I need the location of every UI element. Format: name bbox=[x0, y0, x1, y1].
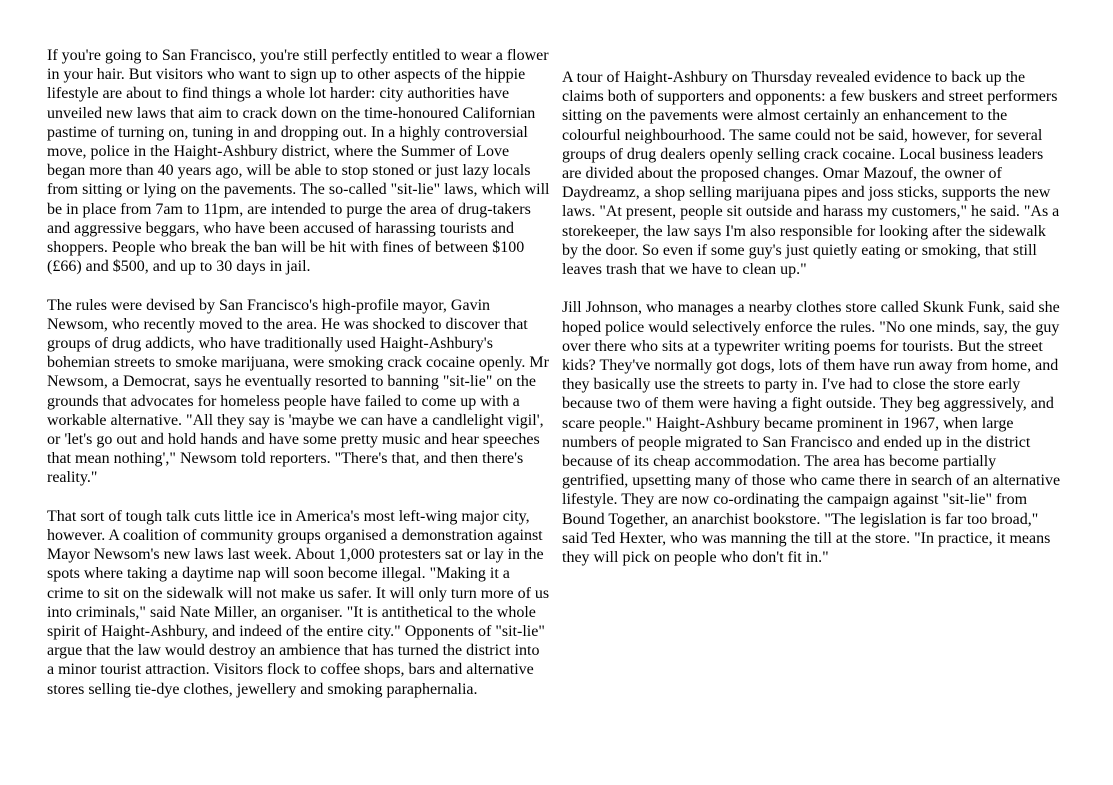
paragraph: Jill Johnson, who manages a nearby clothes store called Skunk Funk, said she hoped police would selectively enforce the rules. "No one minds, say, the guy over there who sits at a typewriter writing poems for tourists. But the street kids? They've normally got dogs, lots of them have run away from home, and they basically use the streets to party in. I've had to close the store early because two of them were having a fight outside. They beg aggressively, and scare people." Haight-Ashbury became prominent in 1967, when large numbers of people migrated to San Francisco and ended up in the district because of its cheap accommodation. The area has become partially gentrified, upsetting many of those who came there in search of an alternative lifestyle. They are now co-ordinating the campaign against "sit-lie" from Bound Together, an anarchist bookstore. "The legislation is far too broad," said Ted Hexter, who was manning the till at the store. "In practice, it means they will pick on people who don't fit in." bbox=[562, 299, 1061, 567]
article-column-right bbox=[562, 68, 1065, 567]
article-column-left bbox=[47, 46, 550, 699]
paragraph: That sort of tough talk cuts little ice in America's most left-wing major city, however. A coalition of community groups organised a demonstration against Mayor Newsom's new laws last week. About 1,000 protesters sat or lay in the spots where taking a daytime nap will soon become illegal. "Making it a crime to sit on the sidewalk will not make us safer. It will only turn more of us into criminals," said Nate Miller, an organiser. "It is antithetical to the whole spirit of Haight-Ashbury, and indeed of the entire city." Opponents of "sit-lie" argue that the law would destroy an ambience that has turned the district into a minor tourist attraction. Visitors flock to coffee shops, bars and alternative stores selling tie-dye clothes, jewellery and smoking paraphernalia. bbox=[47, 507, 550, 698]
paragraph: A tour of Haight-Ashbury on Thursday revealed evidence to back up the claims both of supporters and opponents: a few buskers and street performers sitting on the pavements were almost certainly an enhancement to the colourful neighbourhood. The same could not be said, however, for several groups of drug dealers openly selling crack cocaine. Local business leaders are divided about the proposed changes. Omar Mazouf, the owner of Daydreamz, a shop selling marijuana pipes and joss sticks, supports the new laws. "At present, people sit outside and harass my customers," he said. "As a storekeeper, the law says I'm also responsible for looking after the sidewalk by the door. So even if some guy's just quietly eating or smoking, that still leaves trash that we have to clean up." bbox=[562, 69, 1060, 279]
paragraph: The rules were devised by San Francisco's high-profile mayor, Gavin Newsom, who recently moved to the area. He was shocked to discover that groups of drug addicts, who have traditionally used Haight-Ashbury's bohemian streets to smoke marijuana, were smoking crack cocaine openly. Mr Newsom, a Democrat, says he eventually resorted to banning "sit-lie" on the grounds that advocates for homeless people have failed to come up with a workable alternative. "All they say is 'maybe we can have a candlelight vigil', or 'let's go out and hold hands and have some pretty music and hear speeches that mean nothing'," Newsom told reporters. "There's that, and then there's reality." bbox=[47, 296, 549, 487]
paragraph: If you're going to San Francisco, you're still perfectly entitled to wear a flower in your hair. But visitors who want to sign up to other aspects of the hippie lifestyle are about to find things a whole lot harder: city authorities have unveiled new laws that aim to crack down on the time-honoured Californian pastime of turning on, tuning in and dropping out. In a highly controversial move, police in the Haight-Ashbury district, where the Summer of Love began more than 40 years ago, will be able to stop stoned or just lazy locals from sitting or lying on the pavements. The so-called "sit-lie" laws, which will be in place from 7am to 11pm, are intended to purge the area of drug-takers and aggressive beggars, who have been accused of harassing tourists and shoppers. People who break the ban will be hit with fines of between $100 (£66) and $500, and up to 30 days in jail. bbox=[47, 47, 550, 276]
